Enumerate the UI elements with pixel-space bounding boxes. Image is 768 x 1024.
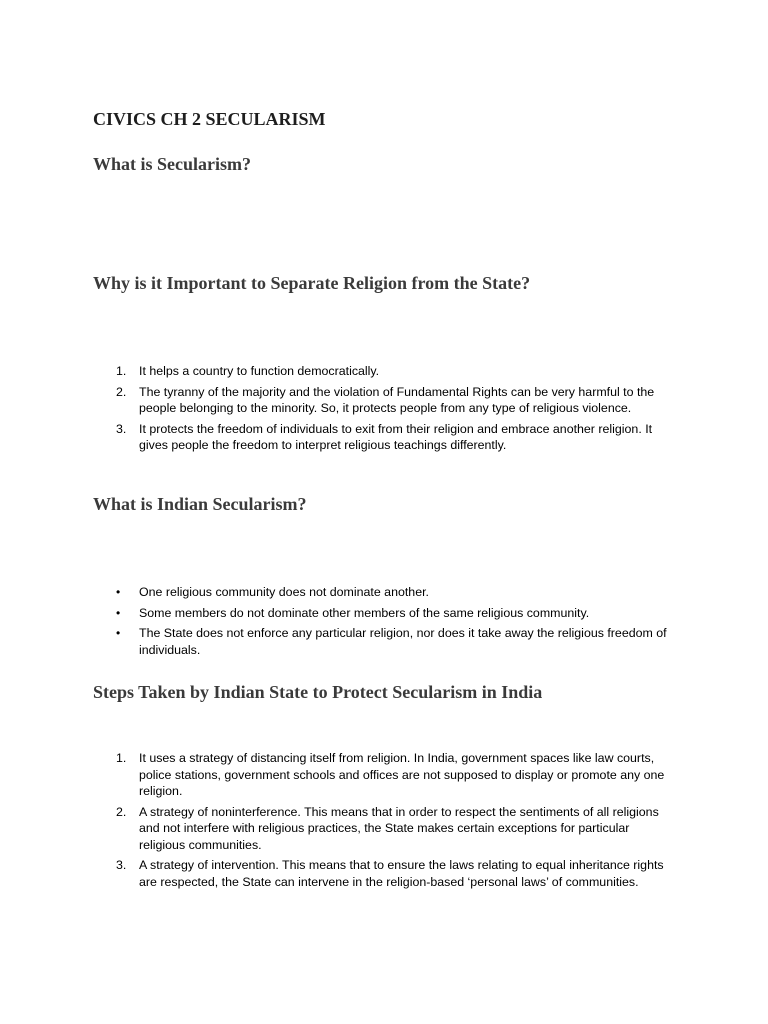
list-item-text: A strategy of intervention. This means that to ensure the laws relating to equal inheritance rights are respected, the State can intervene in the religion-based ‘personal laws’ of communities. xyxy=(139,858,664,889)
list-item-text: It helps a country to function democratically. xyxy=(139,364,380,378)
list-item xyxy=(93,421,673,454)
list-item-text: A strategy of noninterference. This means that in order to respect the sentiments of all religions and not interfere with religious practices, the State makes certain exceptions for particular religious communities. xyxy=(139,804,659,852)
document-title: CIVICS CH 2 SECULARISM xyxy=(93,109,326,129)
bullet-icon: • xyxy=(116,605,121,620)
bulleted-list-indian-secularism xyxy=(93,584,673,662)
numbered-list-steps xyxy=(93,750,673,894)
list-item-text: It uses a strategy of distancing itself from religion. In India, government spaces like law courts, police stations, government schools and offices are not supposed to display or promote any one religion. xyxy=(139,751,665,798)
list-item xyxy=(93,750,673,800)
list-item xyxy=(93,857,673,890)
list-item-text: One religious community does not dominate another. xyxy=(139,585,429,599)
list-item xyxy=(93,804,673,854)
list-item-text: Some members do not dominate other members of the same religious community. xyxy=(139,605,590,620)
list-marker: 3. xyxy=(116,858,127,872)
heading-indian-secularism: What is Indian Secularism? xyxy=(93,494,307,514)
heading-steps-taken: Steps Taken by Indian State to Protect Secularism in India xyxy=(93,682,543,702)
list-marker: 1. xyxy=(116,364,127,378)
list-item xyxy=(93,384,673,417)
bullet-icon: • xyxy=(116,626,121,640)
list-item-text: The State does not enforce any particular religion, nor does it take away the religious freedom of individuals. xyxy=(139,626,667,657)
list-item xyxy=(93,584,673,601)
list-marker: 3. xyxy=(116,421,127,436)
heading-why-separate-religion: Why is it Important to Separate Religion from the State? xyxy=(93,273,531,293)
list-item-text: It protects the freedom of individuals to exit from their religion and embrace another religion. It gives people the freedom to interpret religious teachings differently. xyxy=(139,421,653,452)
numbered-list-reasons xyxy=(93,363,673,458)
list-item xyxy=(93,363,673,380)
heading-what-is-secularism: What is Secularism? xyxy=(93,154,252,174)
list-item xyxy=(93,625,673,658)
bullet-icon: • xyxy=(116,585,121,599)
list-marker: 1. xyxy=(116,751,127,765)
list-item-text: The tyranny of the majority and the violation of Fundamental Rights can be very harmful to the people belonging to the minority. So, it protects people from any type of religious violence. xyxy=(139,384,655,415)
list-marker: 2. xyxy=(116,384,127,399)
list-item xyxy=(93,605,673,622)
list-marker: 2. xyxy=(116,804,127,819)
